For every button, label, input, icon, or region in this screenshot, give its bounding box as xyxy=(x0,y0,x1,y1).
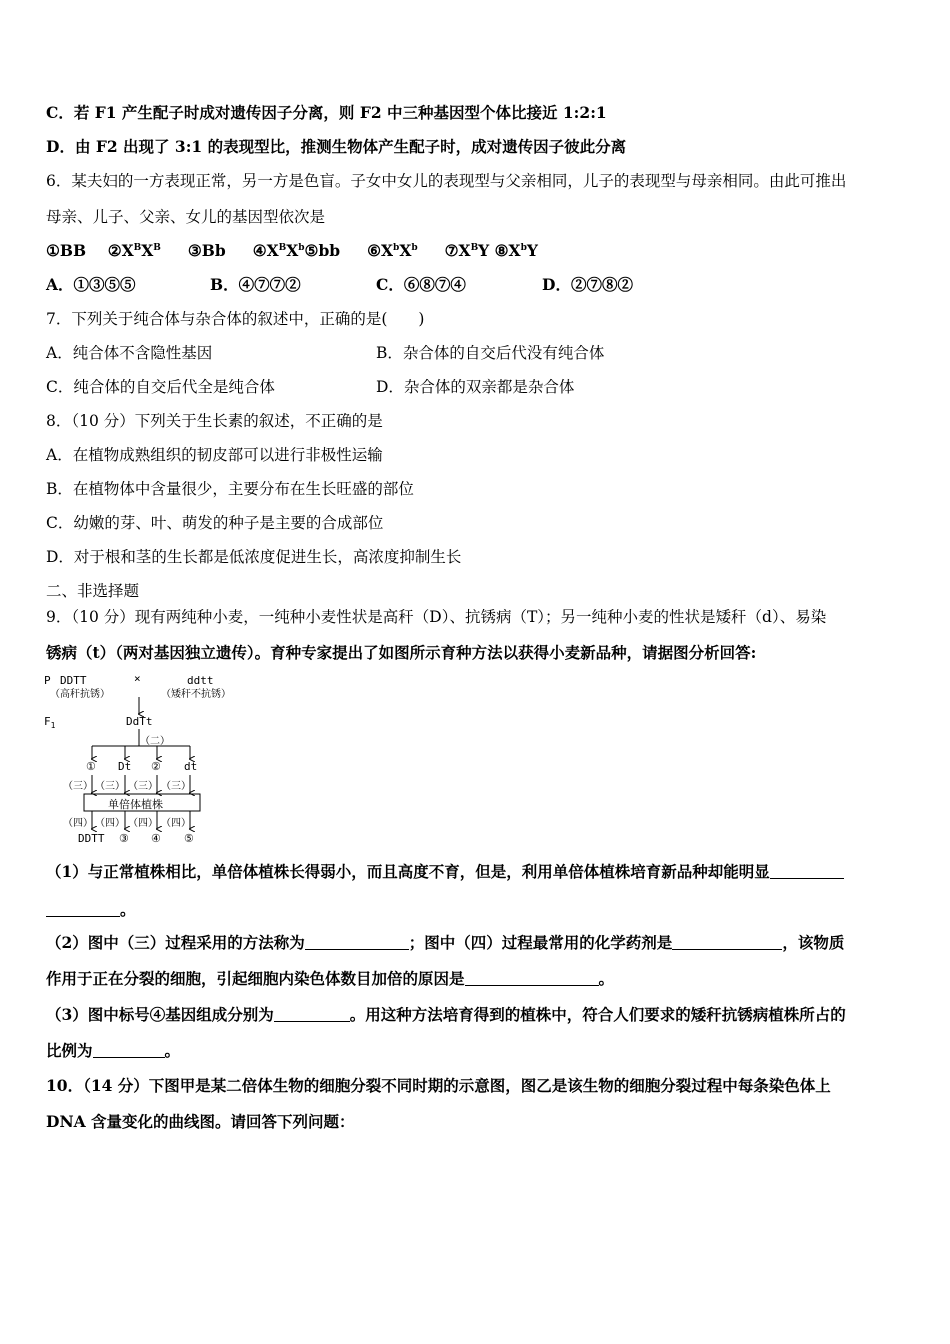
parent-2: ddtt xyxy=(187,674,214,687)
q5-option-c: C．若 F1 产生配子时成对遗传因子分离，则 F2 中三种基因型个体比接近 1:2:1 xyxy=(46,103,607,122)
q10-line1: 10．（14 分）下图甲是某二倍体生物的细胞分裂不同时期的示意图，图乙是该生物的细胞分裂过程中每条染色体上 xyxy=(46,1076,831,1095)
q6-stem-line1: 6．某夫妇的一方表现正常，另一方是色盲。子女中女儿的表现型与父亲相同，儿子的表现型与母亲相同。由此可推出 xyxy=(46,172,847,190)
q7-stem: 7．下列关于纯合体与杂合体的叙述中，正确的是( ) xyxy=(46,310,425,328)
q7-option-a: A．纯合体不含隐性基因 xyxy=(46,344,213,362)
q7-option-d: D．杂合体的双亲都是杂合体 xyxy=(376,378,575,396)
step-4c: （四） xyxy=(128,818,158,829)
f1-genotype: DdTt xyxy=(126,715,153,728)
q9-stem-line2: 锈病（t）（两对基因独立遗传）。育种专家提出了如图所示育种方法以获得小麦新品种，请据图分析回答: xyxy=(46,643,757,662)
q6-stem-line2: 母亲、儿子、父亲、女儿的基因型依次是 xyxy=(46,208,326,226)
result-4: ⑤ xyxy=(184,832,194,845)
label-p: P xyxy=(44,674,51,687)
breeding-diagram xyxy=(44,672,264,852)
label-f1: $F_1$ xyxy=(44,715,56,731)
q6-option-a: A．①③⑤⑤ xyxy=(46,275,136,294)
genotype-6: $⑥X^bX^b$ xyxy=(367,241,418,260)
step-2: （二） xyxy=(140,736,170,747)
haploid-box-label: 单倍体植株 xyxy=(108,798,163,811)
q9-sub2-line1: （2）图中（三）过程采用的方法称为 ；图中（四）过程最常用的化学药剂是 ，该物质 xyxy=(46,933,845,952)
q8-option-c: C．幼嫩的芽、叶、萌发的种子是主要的合成部位 xyxy=(46,514,384,532)
step-3d: （三） xyxy=(161,781,191,792)
q6-option-c: C．⑥⑧⑦④ xyxy=(376,275,466,294)
q9-stem-line1: 9．（10 分）现有两纯种小麦，一纯种小麦性状是高秆（D）、抗锈病（T）；另一纯种小麦的性状是矮秆（d）、易染 xyxy=(46,608,827,626)
step-4b: （四） xyxy=(95,818,125,829)
q5-option-d: D．由 F2 出现了 3:1 的表现型比，推测生物体产生配子时，成对遗传因子彼此分离 xyxy=(46,137,627,156)
genotype-3: ③Bb xyxy=(187,241,226,260)
q9-sub1-line1: （1）与正常植株相比，单倍体植株长得弱小，而且高度不育，但是，利用单倍体植株培育新品种却能明显 xyxy=(46,862,910,882)
gamete-1: ① xyxy=(86,760,96,773)
q7-options-row2 xyxy=(46,377,910,397)
gamete-3: ② xyxy=(151,760,161,773)
q8-option-b: B．在植物体中含量很少，主要分布在生长旺盛的部位 xyxy=(46,480,414,498)
genotype-8: $⑧X^bY$ xyxy=(494,241,538,260)
q9-sub3-line1: （3）图中标号④基因组成分别为 。用这种方法培育得到的植株中，符合人们要求的矮秆抗锈病植株所占的 xyxy=(46,1005,846,1024)
step-3c: （三） xyxy=(128,781,158,792)
result-3: ④ xyxy=(151,832,161,845)
q9-sub2-line2: 作用于正在分裂的细胞，引起细胞内染色体数目加倍的原因是 。 xyxy=(46,969,615,988)
q8-stem: 8．（10 分）下列关于生长素的叙述，不正确的是 xyxy=(46,412,383,430)
q7-option-c: C．纯合体的自交后代全是纯合体 xyxy=(46,378,275,396)
q10-line2: DNA 含量变化的曲线图。请回答下列问题： xyxy=(46,1112,355,1131)
q7-option-b: B．杂合体的自交后代没有纯合体 xyxy=(376,344,605,362)
answer-blank-1[interactable] xyxy=(770,863,844,879)
q9-sub3-line2: 比例为 。 xyxy=(46,1041,181,1060)
q6-option-b: B．④⑦⑦② xyxy=(210,275,301,294)
q6-genotypes xyxy=(46,241,910,261)
genotype-7: $⑦X^BY$ xyxy=(444,241,490,260)
result-2: ③ xyxy=(119,832,129,845)
parent-1: DDTT xyxy=(60,674,87,687)
gamete-4: dt xyxy=(184,760,198,773)
q6-option-d: D．②⑦⑧② xyxy=(542,275,633,294)
answer-blank-4[interactable] xyxy=(465,970,599,986)
q7-options-row1 xyxy=(46,343,910,363)
genotype-4: $④X^BX^b$ xyxy=(252,241,305,260)
answer-blank-1b[interactable] xyxy=(46,901,120,917)
answer-blank-5[interactable] xyxy=(274,1006,350,1022)
step-3b: （三） xyxy=(95,781,125,792)
step-3a: （三） xyxy=(63,781,93,792)
answer-blank-3[interactable] xyxy=(672,934,782,950)
section-heading: 二、非选择题 xyxy=(46,582,140,600)
q8-option-a: A．在植物成熟组织的韧皮部可以进行非极性运输 xyxy=(46,446,383,464)
genotype-1: ①BB xyxy=(46,241,87,260)
step-4d: （四） xyxy=(161,818,191,829)
answer-blank-6[interactable] xyxy=(93,1042,165,1058)
genotype-5: ⑤bb xyxy=(304,241,341,260)
answer-blank-2[interactable] xyxy=(305,934,409,950)
step-4a: （四） xyxy=(63,818,93,829)
result-1: DDTT xyxy=(78,832,105,845)
q9-sub1-line2: 。 xyxy=(46,900,910,920)
parent-1-label: （高秆抗锈） xyxy=(50,689,110,700)
genotype-2: $②X^BX^B$ xyxy=(107,241,161,260)
cross-symbol: × xyxy=(134,672,141,685)
gamete-2: Dt xyxy=(118,760,132,773)
parent-2-label: （矮秆不抗锈） xyxy=(161,689,231,700)
q8-option-d: D．对于根和茎的生长都是低浓度促进生长，高浓度抑制生长 xyxy=(46,548,462,566)
